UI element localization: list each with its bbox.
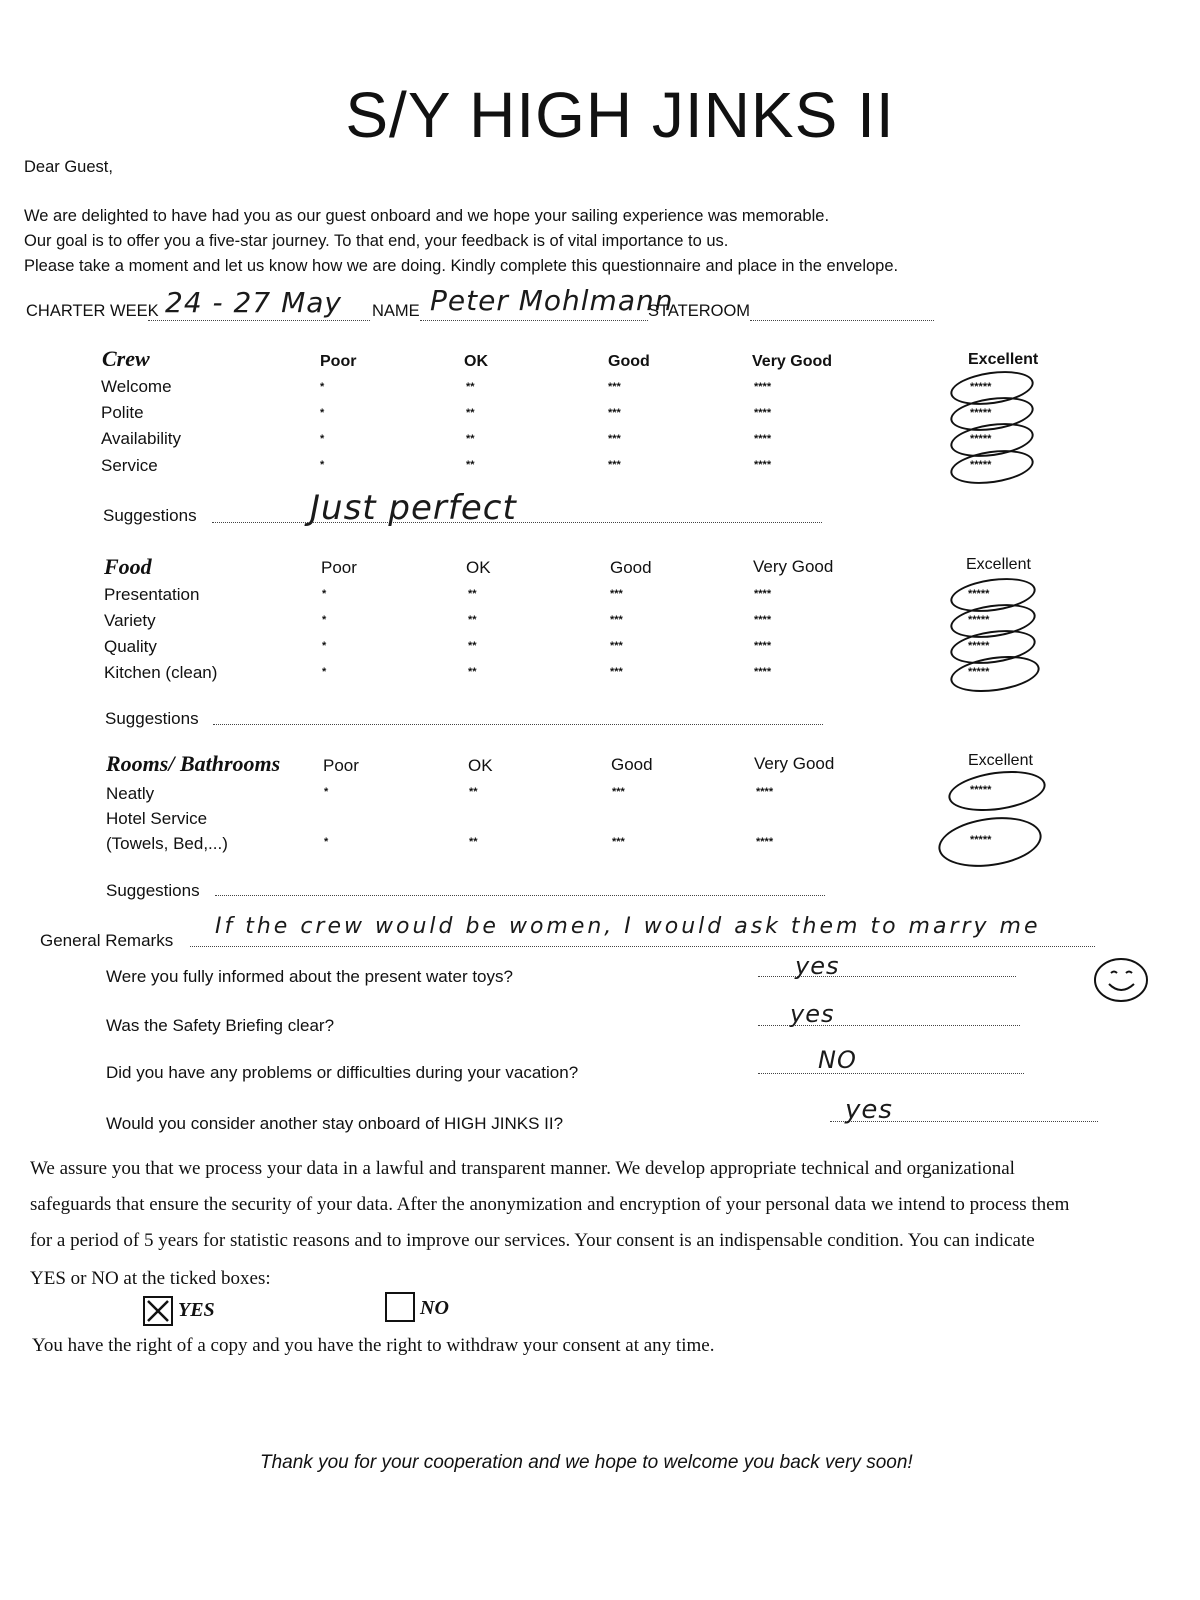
star-good[interactable]: ***: [612, 786, 625, 798]
food-item-quality: Quality: [104, 637, 157, 656]
star-poor[interactable]: *: [324, 786, 329, 798]
answer-another-stay[interactable]: yes: [845, 1095, 893, 1125]
food-suggestions-line[interactable]: [213, 724, 823, 725]
col-poor: Poor: [323, 756, 359, 775]
question-safety-briefing: Was the Safety Briefing clear?: [106, 1016, 335, 1035]
food-suggestions-label: Suggestions: [105, 709, 199, 728]
answer-problems[interactable]: NO: [818, 1046, 857, 1074]
star-poor[interactable]: *: [320, 407, 325, 419]
stateroom-label: STATEROOM: [648, 302, 751, 320]
star-ok[interactable]: **: [466, 407, 475, 419]
star-very-good[interactable]: ****: [756, 836, 774, 848]
star-poor[interactable]: *: [322, 666, 327, 678]
col-very-good: Very Good: [754, 754, 835, 773]
star-excellent[interactable]: *****: [968, 640, 990, 652]
question-another-stay: Would you consider another stay onboard of HIGH JINKS II?: [106, 1114, 564, 1133]
privacy-line-2: safeguards that ensure the security of your data. After the anonymization and encryption of your personal data we intend to process them: [30, 1194, 1070, 1215]
rooms-item-hotel-service: Hotel Service: [106, 809, 208, 828]
crew-suggestions-value[interactable]: Just perfect: [310, 488, 517, 528]
food-item-presentation: Presentation: [104, 585, 200, 604]
star-ok[interactable]: **: [468, 614, 477, 626]
star-ok[interactable]: **: [466, 433, 475, 445]
col-poor: Poor: [321, 558, 357, 577]
section-title-rooms: Rooms/ Bathrooms: [106, 751, 281, 776]
selection-circle: [946, 765, 1048, 816]
star-poor[interactable]: *: [322, 588, 327, 600]
star-good[interactable]: ***: [612, 836, 625, 848]
rooms-item-neatly: Neatly: [106, 784, 155, 803]
star-good[interactable]: ***: [610, 640, 623, 652]
selection-circle: [935, 811, 1045, 873]
col-excellent: Excellent: [968, 351, 1039, 368]
form-title: S/Y HIGH JINKS II: [345, 79, 895, 151]
general-remarks-label: General Remarks: [40, 931, 174, 950]
star-good[interactable]: ***: [608, 381, 621, 393]
col-poor: Poor: [320, 353, 357, 370]
consent-no-checkbox[interactable]: [385, 1292, 415, 1322]
star-poor[interactable]: *: [320, 381, 325, 393]
star-very-good[interactable]: ****: [754, 614, 772, 626]
crew-item-welcome: Welcome: [101, 377, 172, 396]
rooms-suggestions-label: Suggestions: [106, 881, 200, 900]
col-ok: OK: [468, 756, 493, 775]
general-remarks-value[interactable]: If the crew would be women, I would ask them to marry me: [215, 914, 1041, 939]
star-very-good[interactable]: ****: [754, 381, 772, 393]
smiley-face-icon: [1092, 956, 1150, 1004]
star-excellent[interactable]: *****: [970, 784, 992, 796]
col-ok: OK: [466, 558, 491, 577]
charter-week-value[interactable]: 24 - 27 May: [165, 286, 342, 319]
footer-thanks: Thank you for your cooperation and we hope to welcome you back very soon!: [260, 1452, 913, 1473]
charter-week-line: [148, 320, 370, 321]
star-ok[interactable]: **: [468, 588, 477, 600]
star-excellent[interactable]: *****: [970, 459, 992, 471]
col-good: Good: [611, 755, 653, 774]
crew-item-polite: Polite: [101, 403, 144, 422]
answer-safety-briefing[interactable]: yes: [790, 1000, 835, 1028]
rights-text: You have the right of a copy and you have the right to withdraw your consent at any time.: [32, 1335, 715, 1356]
name-label: NAME: [372, 302, 420, 320]
stateroom-line[interactable]: [750, 320, 934, 321]
star-good[interactable]: ***: [608, 433, 621, 445]
col-very-good: Very Good: [752, 353, 833, 370]
star-very-good[interactable]: ****: [756, 786, 774, 798]
rooms-suggestions-line[interactable]: [215, 895, 825, 896]
star-very-good[interactable]: ****: [754, 588, 772, 600]
answer-water-toys[interactable]: yes: [795, 952, 840, 980]
charter-week-label: CHARTER WEEK: [26, 302, 159, 320]
star-good[interactable]: ***: [608, 459, 621, 471]
privacy-line-3: for a period of 5 years for statistic reasons and to improve our services. Your consent is an indispensable condition. You can indicate: [30, 1230, 1035, 1251]
star-poor[interactable]: *: [322, 640, 327, 652]
star-excellent[interactable]: *****: [970, 407, 992, 419]
col-very-good: Very Good: [753, 557, 834, 576]
consent-no-label: NO: [420, 1297, 449, 1319]
star-ok[interactable]: **: [469, 836, 478, 848]
col-good: Good: [608, 353, 650, 370]
star-ok[interactable]: **: [468, 666, 477, 678]
section-title-crew: Crew: [102, 346, 150, 371]
star-excellent[interactable]: *****: [968, 588, 990, 600]
star-very-good[interactable]: ****: [754, 666, 772, 678]
consent-yes-label: YES: [178, 1299, 215, 1321]
star-poor[interactable]: *: [322, 614, 327, 626]
star-ok[interactable]: **: [466, 381, 475, 393]
star-good[interactable]: ***: [610, 666, 623, 678]
col-excellent: Excellent: [966, 556, 1031, 573]
star-very-good[interactable]: ****: [754, 459, 772, 471]
star-ok[interactable]: **: [468, 640, 477, 652]
star-excellent[interactable]: *****: [970, 433, 992, 445]
intro-line-3: Please take a moment and let us know how we are doing. Kindly complete this questionnaire and place in the envelope.: [24, 257, 899, 275]
greeting: Dear Guest,: [24, 158, 113, 176]
star-good[interactable]: ***: [610, 614, 623, 626]
star-very-good[interactable]: ****: [754, 407, 772, 419]
intro-line-1: We are delighted to have had you as our guest onboard and we hope your sailing experience was memorable.: [24, 207, 830, 225]
food-item-kitchen: Kitchen (clean): [104, 663, 218, 682]
star-good[interactable]: ***: [608, 407, 621, 419]
section-title-food: Food: [104, 554, 152, 579]
crew-item-availability: Availability: [101, 429, 182, 448]
general-remarks-line[interactable]: [190, 946, 1095, 947]
star-excellent[interactable]: *****: [970, 381, 992, 393]
col-excellent: Excellent: [968, 752, 1033, 769]
rooms-item-towels-bed: (Towels, Bed,...): [106, 834, 228, 853]
star-excellent[interactable]: *****: [968, 666, 990, 678]
star-ok[interactable]: **: [466, 459, 475, 471]
name-line: [420, 320, 648, 321]
col-ok: OK: [464, 353, 488, 370]
answer-line[interactable]: [758, 1073, 1024, 1074]
star-poor[interactable]: *: [320, 433, 325, 445]
col-good: Good: [610, 558, 652, 577]
star-poor[interactable]: *: [320, 459, 325, 471]
privacy-line-4: YES or NO at the ticked boxes:: [30, 1268, 271, 1289]
crew-suggestions-line[interactable]: [212, 522, 822, 523]
food-item-variety: Variety: [104, 611, 156, 630]
star-excellent[interactable]: *****: [968, 614, 990, 626]
name-value[interactable]: Peter Mohlmann: [430, 284, 674, 317]
consent-yes-checkbox[interactable]: [143, 1296, 173, 1326]
checkmark-x-icon: [145, 1298, 171, 1324]
question-water-toys: Were you fully informed about the present water toys?: [106, 967, 513, 986]
star-excellent[interactable]: *****: [970, 834, 992, 846]
star-very-good[interactable]: ****: [754, 433, 772, 445]
question-problems: Did you have any problems or difficulties during your vacation?: [106, 1063, 579, 1082]
crew-item-service: Service: [101, 456, 158, 475]
crew-suggestions-label: Suggestions: [103, 506, 197, 525]
star-ok[interactable]: **: [469, 786, 478, 798]
star-good[interactable]: ***: [610, 588, 623, 600]
privacy-line-1: We assure you that we process your data in a lawful and transparent manner. We develop appropriate technical and organizational: [30, 1158, 1015, 1179]
star-very-good[interactable]: ****: [754, 640, 772, 652]
star-poor[interactable]: *: [324, 836, 329, 848]
intro-line-2: Our goal is to offer you a five-star journey. To that end, your feedback is of vital importance to us.: [24, 232, 729, 250]
